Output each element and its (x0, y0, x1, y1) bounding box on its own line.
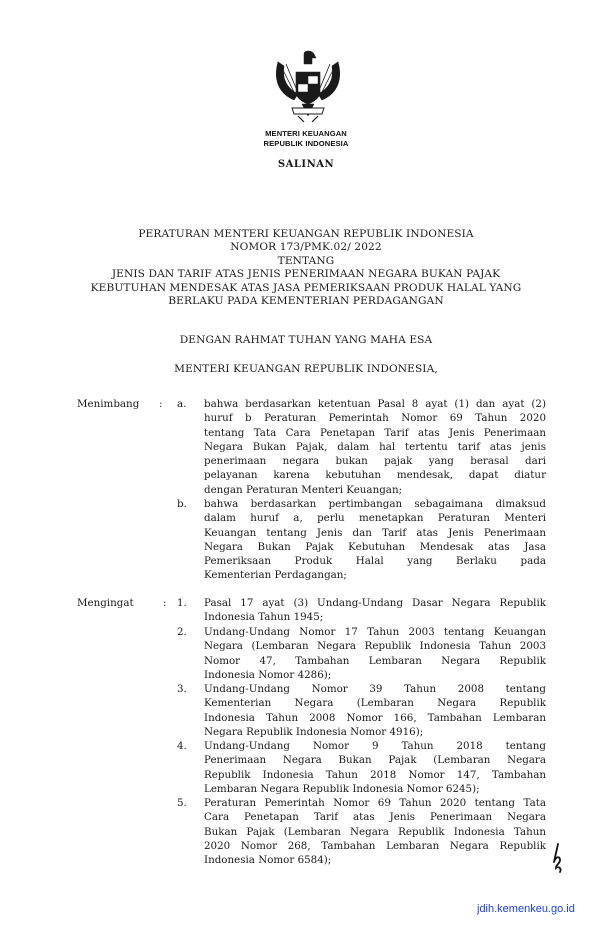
text-line: Negara (Lembaran Negara Republik Indonesia Tahun 2003 (204, 640, 546, 653)
text-line: Negara Republik Indonesia Nomor 4916); (204, 725, 424, 738)
jdih-website-link[interactable]: jdih.kemenkeu.go.id (477, 903, 575, 915)
text-line: Republik Indonesia Tahun 2018 Nomor 147, Tambahan (204, 768, 546, 781)
text-line: Lembaran Negara Republik Indonesia Nomor 6245); (204, 782, 480, 795)
text-line: Peraturan Pemerintah Nomor 69 Tahun 2020 tentang Tata (204, 797, 546, 809)
ministry-name-line1: MENTERI KEUANGAN (265, 129, 347, 138)
text-line: Negara Bukan Pajak Kebutuhan Mendesak atas Jasa (204, 540, 546, 553)
menimbang-label: Menimbang (77, 398, 140, 410)
text-line: Penerimaan Negara Bukan Pajak (Lembaran Negara (204, 754, 546, 767)
text-line: huruf b Peraturan Pemerintah Nomor 69 Tahun 2020 (204, 412, 546, 425)
text-line: Bukan Pajak (Lembaran Negara Republik Indonesia Tahun (204, 825, 546, 838)
text-line: Indonesia Nomor 6584); (204, 854, 332, 867)
text-line: Undang-Undang Nomor 9 Tahun 2018 tentang (204, 740, 546, 752)
copy-stamp: SALINAN (277, 159, 335, 170)
text-line: Undang-Undang Nomor 17 Tahun 2003 tentang Keuangan (204, 626, 546, 638)
text-line: dalam huruf a, perlu menetapkan Peraturan Menteri (204, 512, 546, 525)
item-text (204, 796, 546, 867)
ministry-name-line2: REPUBLIK INDONESIA (263, 139, 349, 148)
item-marker: 1. (177, 597, 187, 609)
item-text (204, 596, 546, 625)
regulation-title: PERATURAN MENTERI KEUANGAN REPUBLIK INDONESIA (138, 228, 474, 240)
text-line: Pasal 17 ayat (3) Undang-Undang Dasar Negara Republik (204, 597, 546, 609)
text-line: Pemeriksaan Produk Halal yang Berlaku pada (204, 555, 546, 568)
regulation-about: TENTANG (277, 255, 335, 267)
text-line: penerimaan negara bukan pajak yang berasal dari (204, 455, 546, 468)
text-line: Kementerian Perdagangan; (204, 569, 347, 582)
text-line: tentang Tata Cara Penetapan Tarif atas Jenis Penerimaan (204, 426, 546, 439)
mengingat-label: Mengingat (77, 597, 134, 609)
text-line: bahwa berdasarkan ketentuan Pasal 8 ayat (1) dan ayat (2) (204, 398, 546, 410)
issuing-authority: MENTERI KEUANGAN REPUBLIK INDONESIA, (174, 363, 438, 375)
item-text (204, 497, 546, 583)
item-text (204, 397, 546, 497)
text-line: Nomor 47, Tambahan Lembaran Negara Republik (204, 654, 546, 667)
text-line: Cara Penetapan Tarif atas Jenis Penerimaan Negara (204, 811, 546, 824)
garuda-emblem-icon (268, 48, 348, 130)
text-line: Indonesia Tahun 2008 Nomor 166, Tambahan Lembaran (204, 711, 546, 724)
text-line: bahwa berdasarkan pertimbangan sebagaimana dimaksud (204, 498, 546, 510)
regulation-subject-line1: JENIS DAN TARIF ATAS JENIS PENERIMAAN NEGARA BUKAN PAJAK (111, 268, 501, 280)
item-text (204, 739, 546, 796)
regulation-subject-line2: KEBUTUHAN MENDESAK ATAS JASA PEMERIKSAAN PRODUK HALAL YANG (90, 282, 522, 294)
text-line: Negara Bukan Pajak, dalam hal tertentu tarif atas jenis (204, 440, 546, 453)
item-text (204, 682, 546, 739)
text-line: Undang-Undang Nomor 39 Tahun 2008 tentang (204, 683, 546, 695)
invocation: DENGAN RAHMAT TUHAN YANG MAHA ESA (179, 334, 433, 346)
item-marker: 3. (177, 683, 187, 695)
text-line: Kementerian Negara (Lembaran Negara Republik (204, 697, 546, 710)
item-marker: a. (177, 398, 187, 410)
item-marker: 2. (177, 626, 187, 638)
text-line: Indonesia Tahun 1945; (204, 611, 324, 624)
item-text (204, 625, 546, 682)
item-marker: 4. (177, 740, 187, 752)
text-line: dengan Peraturan Menteri Keuangan; (204, 483, 403, 496)
mengingat-colon: : (163, 597, 167, 609)
text-line: 2020 Nomor 268, Tambahan Lembaran Negara Republik (204, 839, 546, 852)
item-marker: 5. (177, 797, 187, 809)
text-line: Keuangan tentang Jenis dan Tarif atas Jenis Penerimaan (204, 526, 546, 539)
regulation-subject-line3: BERLAKU PADA KEMENTERIAN PERDAGANGAN (168, 295, 444, 307)
menimbang-colon: : (159, 398, 163, 410)
regulation-number: NOMOR 173/PMK.02/ 2022 (230, 241, 382, 253)
item-marker: b. (177, 498, 187, 510)
text-line: Indonesia Nomor 4286); (204, 668, 332, 681)
text-line: pelayanan karena kebutuhan mendesak, dapat diatur (204, 469, 546, 482)
signature-initial-icon (548, 842, 568, 874)
